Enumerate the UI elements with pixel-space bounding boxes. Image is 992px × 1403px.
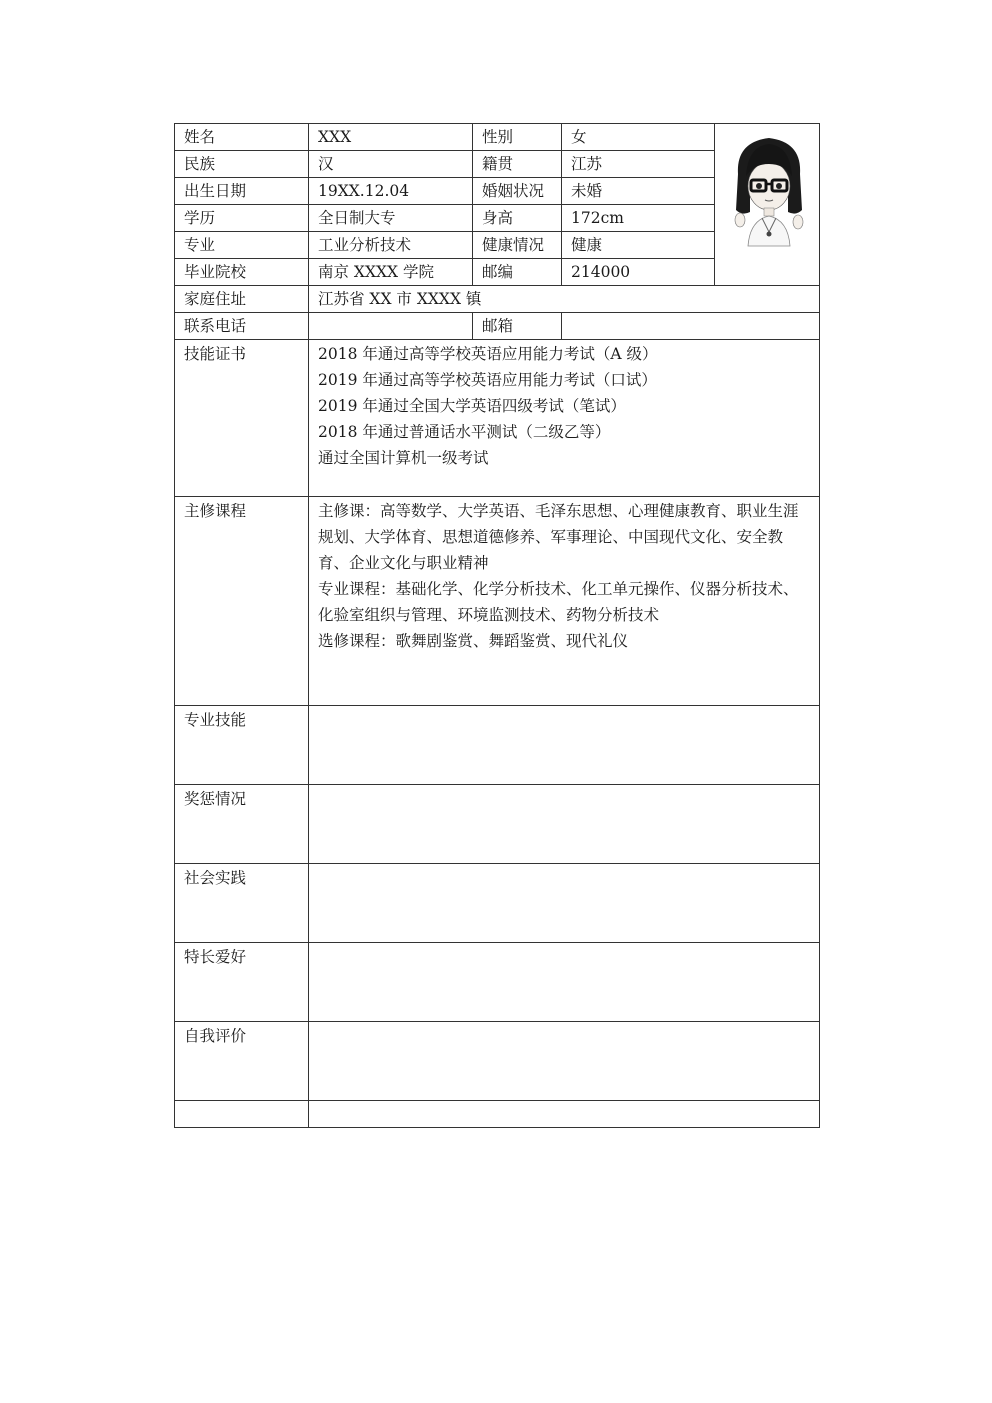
row-name	[175, 124, 820, 151]
row-hobbies	[175, 943, 820, 1022]
label-rewards: 奖惩情况	[175, 785, 309, 864]
label-native-place: 籍贯	[473, 151, 562, 178]
value-postcode: 214000	[562, 259, 715, 286]
value-phone	[309, 313, 473, 340]
label-postcode: 邮编	[473, 259, 562, 286]
value-height: 172cm	[562, 205, 715, 232]
value-school: 南京 XXXX 学院	[309, 259, 473, 286]
row-professional-skills	[175, 706, 820, 785]
label-gender: 性别	[473, 124, 562, 151]
label-height: 身高	[473, 205, 562, 232]
value-certificates	[309, 340, 820, 497]
row-self-evaluation	[175, 1022, 820, 1101]
row-courses	[175, 497, 820, 706]
value-marital-status: 未婚	[562, 178, 715, 205]
resume-table	[174, 123, 820, 1128]
row-certificates	[175, 340, 820, 497]
courses-main: 主修课：高等数学、大学英语、毛泽东思想、心理健康教育、职业生涯规划、大学体育、思想道德修养、军事理论、中国现代文化、安全教育、企业文化与职业精神	[318, 502, 799, 572]
value-health: 健康	[562, 232, 715, 259]
value-self-evaluation	[309, 1022, 820, 1101]
value-hobbies	[309, 943, 820, 1022]
label-major: 专业	[175, 232, 309, 259]
value-gender: 女	[562, 124, 715, 151]
row-address	[175, 286, 820, 313]
courses-professional: 专业课程：基础化学、化学分析技术、化工单元操作、仪器分析技术、化验室组织与管理、环境监测技术、药物分析技术	[318, 580, 799, 624]
value-footer	[309, 1101, 820, 1128]
value-education: 全日制大专	[309, 205, 473, 232]
label-phone: 联系电话	[175, 313, 309, 340]
label-certificates: 技能证书	[175, 340, 309, 497]
certificate-item: 2019 年通过高等学校英语应用能力考试（口试）	[318, 371, 657, 389]
label-school: 毕业院校	[175, 259, 309, 286]
label-address: 家庭住址	[175, 286, 309, 313]
certificate-item: 2018 年通过普通话水平测试（二级乙等）	[318, 423, 611, 441]
row-footer	[175, 1101, 820, 1128]
certificate-item: 2018 年通过高等学校英语应用能力考试（A 级）	[318, 345, 658, 363]
value-social-practice	[309, 864, 820, 943]
courses-elective: 选修课程：歌舞剧鉴赏、舞蹈鉴赏、现代礼仪	[318, 632, 629, 650]
value-email	[562, 313, 820, 340]
label-footer	[175, 1101, 309, 1128]
value-birthdate: 19XX.12.04	[309, 178, 473, 205]
certificate-item: 通过全国计算机一级考试	[318, 449, 489, 467]
value-name: XXX	[309, 124, 473, 151]
certificate-item: 2019 年通过全国大学英语四级考试（笔试）	[318, 397, 626, 415]
label-professional-skills: 专业技能	[175, 706, 309, 785]
label-email: 邮箱	[473, 313, 562, 340]
value-courses	[309, 497, 820, 706]
label-self-evaluation: 自我评价	[175, 1022, 309, 1101]
label-ethnicity: 民族	[175, 151, 309, 178]
value-professional-skills	[309, 706, 820, 785]
value-native-place: 江苏	[562, 151, 715, 178]
row-social-practice	[175, 864, 820, 943]
label-education: 学历	[175, 205, 309, 232]
photo-cell	[715, 124, 820, 286]
value-ethnicity: 汉	[309, 151, 473, 178]
label-name: 姓名	[175, 124, 309, 151]
label-social-practice: 社会实践	[175, 864, 309, 943]
label-hobbies: 特长爱好	[175, 943, 309, 1022]
row-contact	[175, 313, 820, 340]
label-marital-status: 婚姻状况	[473, 178, 562, 205]
row-rewards	[175, 785, 820, 864]
value-major: 工业分析技术	[309, 232, 473, 259]
avatar-icon	[724, 124, 814, 254]
label-courses: 主修课程	[175, 497, 309, 706]
value-address: 江苏省 XX 市 XXXX 镇	[309, 286, 820, 313]
value-rewards	[309, 785, 820, 864]
label-birthdate: 出生日期	[175, 178, 309, 205]
label-health: 健康情况	[473, 232, 562, 259]
